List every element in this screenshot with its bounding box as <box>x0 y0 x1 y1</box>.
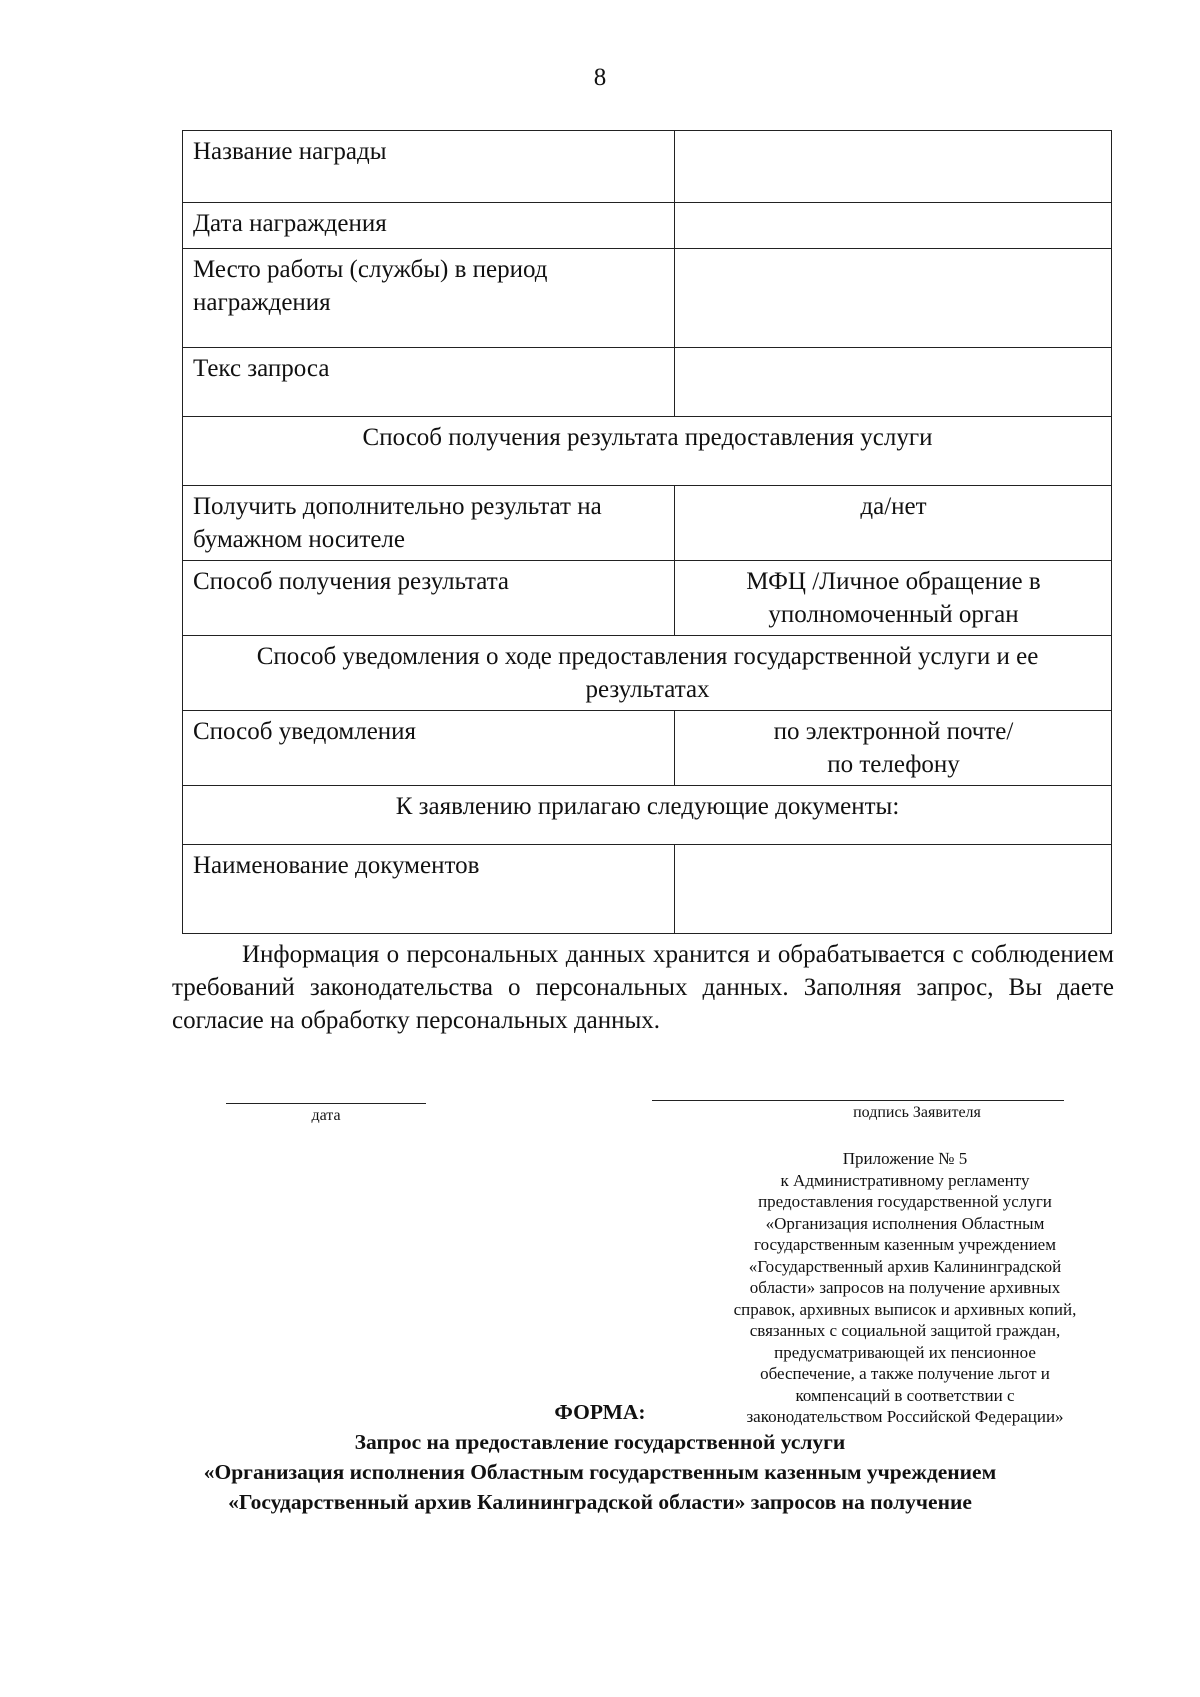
receive-method-value-line2: уполномоченный орган <box>768 601 1019 628</box>
appendix-line: предусматривающей их пенсионное <box>774 1342 1036 1362</box>
documents-header: К заявлению прилагаю следующие документы: <box>183 786 1112 845</box>
appendix-line: «Государственный архив Калининградской <box>748 1256 1062 1276</box>
notify-header <box>183 636 1112 711</box>
award-date-label: Дата награждения <box>183 203 675 249</box>
award-name-field[interactable] <box>675 131 1112 203</box>
appendix-line: справок, архивных выписок и архивных копий, <box>733 1299 1077 1319</box>
date-signature-line[interactable] <box>226 1103 426 1104</box>
receive-method-value-line1: МФЦ /Личное обращение в <box>746 568 1041 595</box>
applicant-signature-caption: подпись Заявителя <box>853 1104 981 1121</box>
table-row-notify-header <box>183 636 1112 711</box>
table-row-result-method-header <box>183 417 1112 486</box>
date-caption: дата <box>311 1107 341 1124</box>
applicant-signature-line[interactable] <box>652 1100 1064 1101</box>
award-date-field[interactable] <box>675 203 1112 249</box>
receive-method-value[interactable] <box>675 561 1112 636</box>
table-row-receive-method <box>183 561 1112 636</box>
paper-copy-label-line1: Получить дополнительно результат на <box>193 493 602 520</box>
appendix-line: «Организация исполнения Областным <box>765 1213 1045 1233</box>
paper-copy-value[interactable]: да/нет <box>675 486 1112 561</box>
appendix-line: области» запросов на получение архивных <box>749 1278 1061 1297</box>
form-heading-line: Запрос на предоставление государственной услуги <box>354 1430 846 1454</box>
table-row-documents-header <box>183 786 1112 845</box>
table-row-request-text <box>183 348 1112 417</box>
page-number: 8 <box>593 64 607 91</box>
work-place-label-line1: Место работы (службы) в период <box>193 256 548 283</box>
notify-method-label: Способ уведомления <box>183 711 675 786</box>
notify-method-value-line1: по электронной почте/ <box>773 718 1014 745</box>
work-place-field[interactable] <box>675 249 1112 348</box>
appendix-line: предоставления государственной услуги <box>758 1192 1052 1211</box>
table-row-award-name <box>183 131 1112 203</box>
appendix-reference <box>690 1148 1120 1428</box>
table-row-notify-method <box>183 711 1112 786</box>
table-row-award-date <box>183 203 1112 249</box>
result-method-header: Способ получения результата предоставления услуги <box>183 417 1112 486</box>
appendix-line: государственным казенным учреждением <box>754 1235 1056 1254</box>
appendix-line: компенсаций в соответствии с <box>795 1385 1015 1405</box>
notify-method-value[interactable] <box>675 711 1112 786</box>
form-heading-line: «Организация исполнения Областным государственным казенным учреждением <box>203 1460 997 1484</box>
documents-name-field[interactable] <box>675 845 1112 934</box>
paper-copy-label <box>183 486 675 561</box>
request-text-field[interactable] <box>675 348 1112 417</box>
appendix-line: к Административному регламенту <box>780 1170 1030 1190</box>
work-place-label <box>183 249 675 348</box>
table-row-work-place <box>183 249 1112 348</box>
appendix-line: обеспечение, а также получение льгот и <box>760 1364 1050 1383</box>
request-form-table <box>182 130 1112 934</box>
table-row-paper-copy <box>183 486 1112 561</box>
notify-method-value-line2: по телефону <box>827 751 960 778</box>
notify-header-line1: Способ уведомления о ходе предоставления государственной услуги и ее <box>256 643 1039 670</box>
form-heading <box>0 1397 1200 1517</box>
form-title: ФОРМА: <box>554 1400 646 1424</box>
documents-name-label: Наименование документов <box>183 845 675 934</box>
award-name-label: Название награды <box>183 131 675 203</box>
paper-copy-label-line2: бумажном носителе <box>193 526 405 553</box>
form-heading-line: «Государственный архив Калининградской области» запросов на получение <box>228 1490 972 1514</box>
appendix-line: связанных с социальной защитой граждан, <box>749 1321 1061 1340</box>
receive-method-label: Способ получения результата <box>183 561 675 636</box>
work-place-label-line2: награждения <box>193 289 331 316</box>
request-text-label: Текс запроса <box>183 348 675 417</box>
notify-header-line2: результатах <box>585 676 710 703</box>
appendix-line: Приложение № 5 <box>842 1149 968 1168</box>
appendix-line: законодательством Российской Федерации» <box>746 1407 1064 1426</box>
table-row-documents <box>183 845 1112 934</box>
personal-data-consent-text: Информация о персональных данных хранится и обрабатывается с соблюдением требований законодательства о персональных данных. Заполняя запрос, Вы даете согласие на обработку персональных данных. <box>172 941 1114 1034</box>
